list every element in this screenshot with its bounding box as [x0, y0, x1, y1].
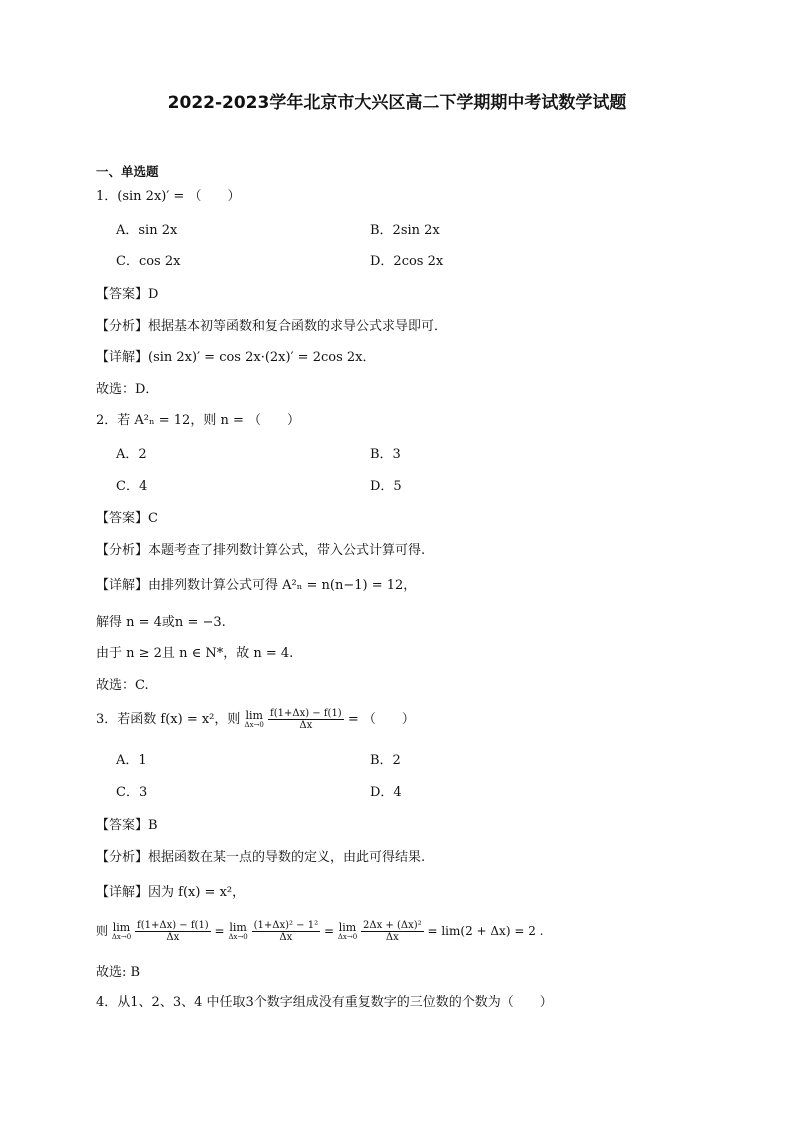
q3-option-b: B．2	[370, 753, 401, 768]
q1-detail: 【详解】(sin 2x)′ = cos 2x·(2x)′ = 2cos 2x．	[96, 350, 376, 365]
q3-calc-fraction-2: $\frac{\text{(1+Δx)² − 1²}}{\Delta x}$	[253, 920, 319, 943]
q3-option-a: A．1	[116, 753, 147, 768]
q2-solve: 解得 n = 4或n = −3.	[96, 615, 226, 630]
q3-answer: 【答案】B	[96, 818, 158, 833]
q2-since: 由于 n ≥ 2且 n ∈ N*，故 n = 4.	[96, 646, 294, 661]
q1-option-b: B．2sin 2x	[370, 223, 440, 238]
q3-calculation: 则 lim Δx→0 $\frac{f(1+\Delta x) - f(1)}{\Delta x}$ = lim Δx→0 $\frac{\text{(1+Δx)² − 1²}}{\Delta x}$ = lim Δx→0 $\frac{\text{2Δx + (Δx)²}}{\Delta x}$ = lim(2 + Δx) = 2 .	[96, 920, 544, 943]
q2-stem: 2．若 A²ₙ = 12，则 n = （ ）	[96, 413, 300, 428]
q4-stem: 4．从1、2、3、4 中任取3个数字组成没有重复数字的三位数的个数为（ ）	[96, 995, 553, 1010]
q1-option-c: C．cos 2x	[116, 254, 181, 269]
q3-calc-fraction-1: $\frac{f(1+\Delta x) - f(1)}{\Delta x}$	[137, 920, 209, 943]
q3-calc-limit-2: lim Δx→0	[228, 920, 248, 941]
q2-option-c: C．4	[116, 479, 148, 494]
q2-choice: 故选：C.	[96, 678, 149, 693]
q2-option-d: D．5	[370, 479, 402, 494]
section-heading: 一、单选题	[96, 164, 159, 179]
q3-option-c: C．3	[116, 785, 148, 800]
q3-stem-prefix: 3．若函数 f(x) = x²，则	[96, 712, 241, 727]
q1-option-a: A．sin 2x	[116, 223, 178, 238]
q3-calc-limit-1: lim Δx→0	[111, 920, 132, 941]
q3-limit: lim Δx→0	[244, 708, 264, 729]
q1-option-d: D．2cos 2x	[370, 254, 444, 269]
page-title: 2022-2023学年北京市大兴区高二下学期期中考试数学试题	[167, 93, 627, 113]
q2-option-a: A．2	[116, 447, 147, 462]
q3-stem	[96, 708, 415, 731]
q1-choice: 故选：D．	[96, 382, 159, 397]
q2-option-b: B．3	[370, 447, 401, 462]
q3-choice: 故选: B	[96, 965, 141, 980]
q3-calc-prefix: 则	[96, 924, 109, 938]
q1-analysis: 【分析】根据基本初等函数和复合函数的求导公式求导即可．	[96, 319, 448, 334]
q3-limit-subscript: Δx→0	[244, 720, 264, 729]
q1-answer: 【答案】D	[96, 287, 159, 302]
q3-calc-limit-3: lim Δx→0	[337, 920, 358, 941]
q3-stem-suffix: = （ ）	[347, 712, 415, 727]
q1-stem: 1．(sin 2x)′ = （ ）	[96, 189, 241, 204]
q3-fraction-denominator: Δx	[299, 720, 313, 731]
q3-fraction	[268, 708, 344, 731]
q2-detail: 【详解】由排列数计算公式可得 A²ₙ = n(n−1) = 12，	[96, 578, 417, 593]
q3-calc-fraction-3: $\frac{\text{2Δx + (Δx)²}}{\Delta x}$	[363, 920, 422, 943]
q3-fraction-numerator: f(1+Δx) − f(1)	[270, 708, 342, 719]
q2-analysis: 【分析】本题考查了排列数计算公式，带入公式计算可得.	[96, 543, 426, 558]
q2-answer: 【答案】C	[96, 511, 158, 526]
q3-calc-end: = lim(2 + Δx) = 2 .	[427, 924, 544, 938]
q3-analysis: 【分析】根据函数在某一点的导数的定义，由此可得结果.	[96, 850, 426, 865]
q3-option-d: D．4	[370, 785, 402, 800]
q3-detail: 【详解】因为 f(x) = x²，	[96, 885, 246, 900]
